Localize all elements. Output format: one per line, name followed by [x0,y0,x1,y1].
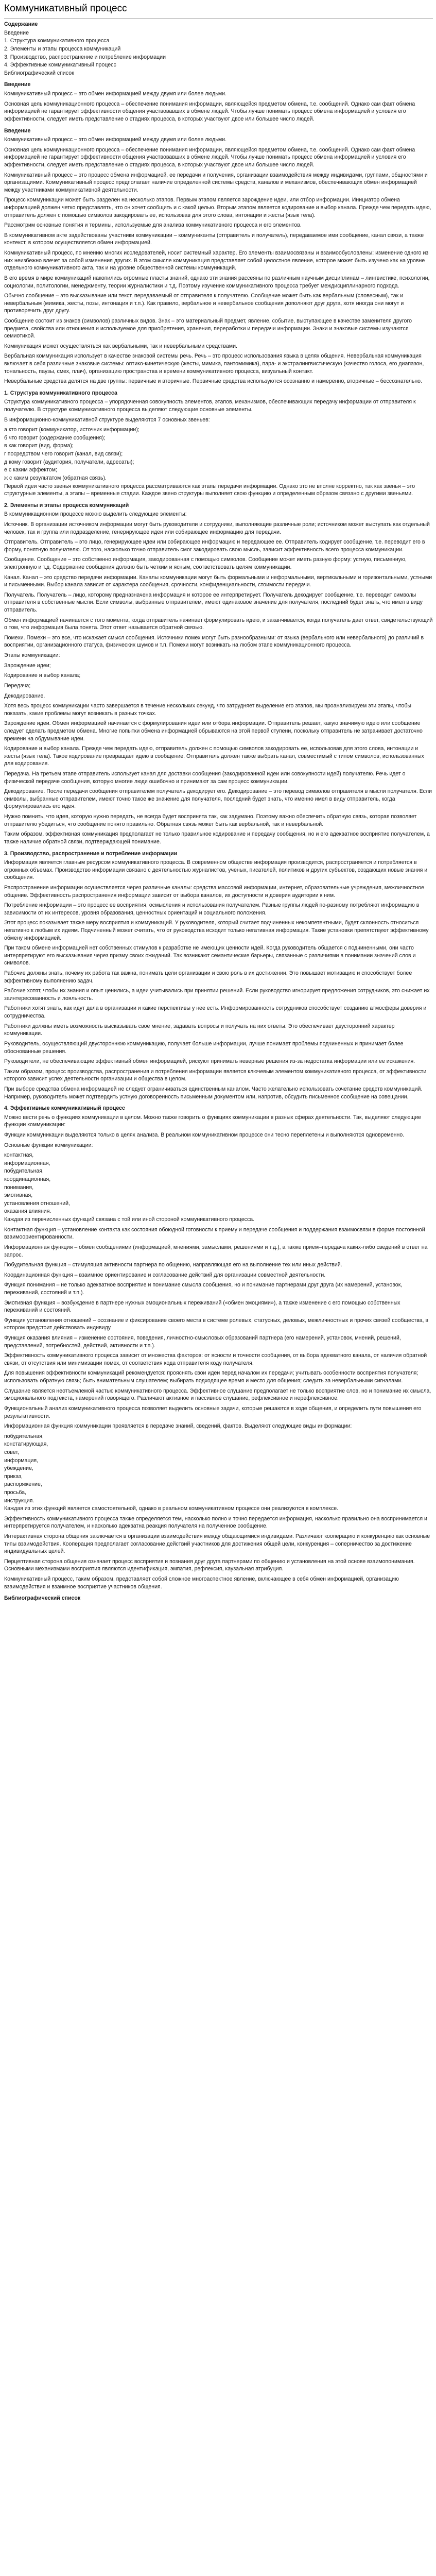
list-item: а кто говорит (коммуникатор, источник информации); [4,427,139,433]
list-item: координационная, [4,1176,51,1183]
paragraph: Рабочие должны знать, почему их работа так важна, понимать цели организации и свою роль в их достижении. Это повышает мотивацию и способствует более эффективному выполнению задач. [4,970,412,984]
list-item: понимания, [4,1184,34,1191]
paragraph: Работники должны иметь возможность высказывать свое мнение, задавать вопросы и получать на них ответы. Это обеспечивает двусторонний характер коммуникации. [4,1023,395,1037]
paragraph: Декодирование. [4,692,45,699]
list-item: информация, [4,1457,39,1464]
list-item: констатирующая, [4,1441,48,1448]
paragraph: Информационная функция – обмен сообщениями (информацией, мнениями, замыслами, решениями и т.д.), а также прием–передача каких-либо сведений в ответ на запрос. [4,1244,428,1258]
article-body [4,81,433,1590]
paragraph: Функция установления отношений – осознание и фиксирование своего места в системе ролевых, статусных, деловых, межличностных и прочих связей сообщества, в котором предстоит действовать индивиду. [4,1317,429,1331]
toc-title: Содержание [4,21,38,28]
list-item: убеждение, [4,1465,33,1472]
section-heading: 2. Элементы и этапы процесса коммуникаций [4,502,129,509]
paragraph: Эффективность коммуникативного процесса зависит от множества факторов: от ясности и точности сообщения, от выбора адекватного канала, от наличия обратной связи, от отсутствия или минимизации помех, от соответствия кода отправителя коду получателя. [4,1352,427,1366]
paragraph: Зарождение идеи. Обмен информацией начинается с формулирования идеи или отбора информации. Отправитель решает, какую значимую идею или сообщение следует сделать предметом обмена. Многие попытки обмена информацией обрываются на этой первой ступени, поскольку отправитель не затрачивает достаточно времени на обдумывание идеи. [4,720,423,742]
table-of-contents [4,21,433,77]
paragraph: Источник. В организации источником информации могут быть руководители и сотрудники, выполняющие различные роли; источником может выступать как отдельный человек, так и группа или подразделение, генерирующее идеи или собирающее информацию для передачи. [4,521,430,535]
paragraph: Функции коммуникации выделяются только в целях анализа. В реальном коммуникативном процессе они тесно переплетены и выполняются одновременно. [4,1132,405,1138]
paragraph: Руководители, не обеспечивающие эффективный обмен информацией, рискуют принимать неверные решения из-за недостатка информации или ее искажения. [4,1058,415,1065]
paragraph: Каждая из этих функций является самостоятельной, однако в реальном коммуникативном процессе они реализуются в комплексе. [4,1505,339,1512]
paragraph: Информационная функция коммуникации проявляется в передаче знаний, сведений, фактов. Выделяют следующие виды информации: [4,1423,352,1430]
paragraph: Основная цель коммуникационного процесса – обеспечение понимания информации, являющейся предметом обмена, т.е. сообщений. Однако сам факт обмена информацией не гарантирует эффективности общения участвовавших в обмене людей. Чтобы лучше понимать процесс обмена информацией и условия его эффективности, следует иметь представление о стадиях процесса, в которых участвуют двое или большее число людей. [4,100,415,122]
paragraph: Невербальные средства делятся на две группы: первичные и вторичные. Первичные средства используются осознанно и намеренно, вторичные – бессознательно. [4,378,423,385]
list-item: информационная, [4,1160,50,1166]
section-heading: 3. Производство, распространение и потребление информации [4,850,178,857]
paragraph: Коммуникативный процесс, таким образом, представляет собой сложное многоаспектное явление, включающее в себя обмен информацией, организацию взаимодействия и взаимное восприятие участников общения. [4,1576,399,1590]
paragraph: Эмотивная функция – возбуждение в партнере нужных эмоциональных переживаний («обмен эмоциями»), а также изменение с его помощью собственных переживаний и состояний. [4,1299,400,1314]
list-item: оказания влияния. [4,1208,51,1215]
paragraph: Каждая из перечисленных функций связана с той или иной стороной коммуникативного процесса. [4,1216,255,1223]
paragraph: В коммуникативном акте задействованы участники коммуникации – коммуниканты (отправитель и получатель), передаваемое ими сообщение, канал связи, а также контекст, в котором осуществляется обмен информацией. [4,232,424,246]
section-heading: 4. Эффективные коммуникативный процесс [4,1105,125,1112]
paragraph: Обмен информацией начинается с того момента, когда отправитель начинает формулировать идею, и заканчивается, когда получатель дает ответ, свидетельствующий о том, что информация была понята. Этот ответ называется обратной связью. [4,617,433,631]
paragraph: Слушание является неотъемлемой частью коммуникативного процесса. Эффективное слушание предполагает не только восприятие слов, но и понимание их смысла, эмоционального подтекста, намерений говорящего. Различают активное и пассивное слушание, рефлексивное и нерефлексивное. [4,1387,431,1402]
paragraph: Основные функции коммуникации: [4,1142,93,1148]
paragraph: Коммуникативный процесс – это обмен информацией между двумя или более людьми. [4,137,227,143]
paragraph: Передача; [4,682,31,689]
paragraph: Канал. Канал – это средство передачи информации. Каналы коммуникации могут быть формальными и неформальными, вертикальными и горизонтальными, устными и письменными. Выбор канала зависит от характера сообщения, срочности, конфиденциальности, стоимости передачи. [4,574,432,588]
paragraph: Зарождение идеи; [4,662,51,669]
list-item: инструкция. [4,1497,34,1504]
paragraph: В информационно-коммуникативной структуре выделяются 7 основных звеньев: [4,416,210,423]
page-title: Коммуникативный процесс [4,1,433,19]
paragraph: Информация является главным ресурсом коммуникативного процесса. В современном обществе информация производится, распространяется и потребляется в огромных объемах. Производство информации связано с деятельностью журналистов, ученых, писателей, политиков и других субъектов, создающих новые знания и сообщения. [4,859,428,881]
list-item: приказ, [4,1473,23,1480]
paragraph: Основная цель коммуникационного процесса – обеспечение понимания информации, являющейся предметом обмена, т.е. сообщений. Однако сам факт обмена информацией не гарантирует эффективности общения участвовавших в обмене людей. Чтобы лучше понимать процесс обмена информацией и условия его эффективности, следует иметь представление о стадиях процесса, в которых участвуют двое или большее число людей. [4,146,415,168]
list-item: г посредством чего говорит (канал, вид связи); [4,451,123,457]
paragraph: В его время в мире коммуникаций накопились огромные пласты знаний, однако эти знания рассеяны по различным научным дисциплинам – лингвистике, психологии, социологии, политологии, менеджменту, теории журналистики и т.д. Поэтому изучение коммуникативного процесса требует междисциплинарного подхода. [4,275,430,289]
paragraph: Таким образом, процесс производства, распространения и потребления информации является ключевым элементом коммуникативного процесса, от эффективности которого зависит успех деятельности организации и общества в целом. [4,1068,427,1082]
list-item: побудительная, [4,1433,44,1439]
paragraph: Кодирование и выбор канала; [4,672,81,679]
paragraph: Коммуникация может осуществляться как вербальными, так и невербальными средствами. [4,343,237,349]
paragraph: Перцептивная сторона общения означает процесс восприятия и познания друг друга партнерами по общению и установления на этой основе взаимопонимания. Основными механизмами восприятия являются идентификация, эмпатия, рефлексия, каузальная атрибуция. [4,1558,415,1572]
list-item: д кому говорит (аудитория, получатели, адресаты); [4,459,134,465]
list-item: е с каким эффектом; [4,467,57,473]
paragraph: Получатель. Получатель – лицо, которому предназначена информация и которое ее интерпретирует. Получатель декодирует сообщение, т.е. переводит символы отправителя в собственные мысли. Если символы, выбранные отправителем, имеют одинаковое значение для получателя, последний будет знать, что имел в виду отправитель. [4,591,423,614]
list-item: б что говорит (содержание сообщения); [4,434,106,441]
bibliography-heading: Библиографический список [4,1595,81,1602]
paragraph: Контактная функция – установление контакта как состояния обоюдной готовности к приему и передаче сообщения и поддержания взаимосвязи в форме постоянной взаимоориентированности. [4,1226,425,1241]
paragraph: Функциональный анализ коммуникативного процесса позволяет выделить основные задачи, которые решаются в ходе общения, и определить пути повышения его результативности. [4,1405,422,1419]
paragraph: Процесс коммуникации может быть разделен на несколько этапов. Первым этапом является зарождение идеи, или отбор информации. Инициатор обмена информацией должен четко представлять, что он хочет сообщить и с какой целью. Вторым этапом является кодирование и выбор канала. Прежде чем передать идею, отправитель должен с помощью символов закодировать ее, использовав для этого слова, интонации и жесты (язык тела). [4,197,431,218]
toc-item: 4. Эффективные коммуникативный процесс [4,62,116,69]
paragraph: Координационная функция – взаимное ориентирование и согласование действий для организации совместной деятельности. [4,1272,326,1278]
toc-item: 3. Производство, распространение и потребление информации [4,54,166,60]
paragraph: Этапы коммуникации: [4,652,60,659]
section-heading: Введение [4,81,31,88]
section-heading: 1. Структура коммуникативного процесса [4,389,117,396]
paragraph: Функция понимания – не только адекватное восприятие и понимание смысла сообщения, но и понимание партнерами друг друга (их намерений, установок, переживаний, состояний и т.п.). [4,1282,403,1296]
toc-item: 1. Структура коммуникативного процесса [4,38,110,44]
list-item: совет, [4,1449,19,1455]
paragraph: В коммуникационном процессе можно выделить следующие элементы: [4,511,187,518]
paragraph: Кодирование и выбор канала. Прежде чем передать идею, отправитель должен с помощью символов закодировать ее, использовав для этого слова, интонации и жесты (язык тела). Такое кодирование превращает идею в сообщение. Отправитель должен также выбрать канал, совместимый с типом символов, использованных для кодирования. [4,745,424,767]
paragraph: Для повышения эффективности коммуникаций рекомендуется: прояснять свои идеи перед началом их передачи; учитывать особенности восприятия получателя; использовать обратную связь; быть внимательным слушателем; выбирать подходящее время и место для общения; следить за невербальными сигналами. [4,1370,418,1384]
list-item: эмотивная, [4,1192,33,1199]
paragraph: Коммуникативный процесс, по мнению многих исследователей, носит системный характер. Его элементы взаимосвязаны и взаимообусловлены: изменение одного из них неизбежно влечет за собой изменения других. В этом смысле коммуникация представляет собой целостное явление, которое может быть изучено как на уровне отдельного коммуникативного акта, так и на уровне общественной системы коммуникаций. [4,250,429,272]
paragraph: Коммуникативный процесс – это обмен информацией между двумя или более людьми. [4,91,227,97]
paragraph: Работники хотят знать, как идут дела в организации и какие перспективы у нее есть. Информированность сотрудников способствует созданию атмосферы доверия и сотрудничества. [4,1005,427,1020]
paragraph: Потребление информации – это процесс ее восприятия, осмысления и использования получателем. Разные группы людей по-разному потребляют информацию в зависимости от их интересов, уровня образования, ценностных ориентаций и социального положения. [4,902,420,916]
toc-item: Библиографический список [4,70,74,76]
paragraph: Рассмотрим основные понятия и термины, используемые для анализа коммуникативного процесса и его элементов. [4,222,302,229]
paragraph: Первой идеи часто звенья коммуникативного процесса рассматриваются как этапы передачи информации. Однако это не вполне корректно, так как звенья – это структурные элементы, а этапы – временные стадии. Каждое звено структуры выполняет свою функцию и определенным образом связано с другими звеньями. [4,483,415,497]
paragraph: Помехи. Помехи – это все, что искажает смысл сообщения. Источники помех могут быть разнообразными: от языка (вербального или невербального) до различий в восприятии, организационного статуса, физических шумов и т.п. Помехи могут возникать на любом этапе коммуникационного процесса. [4,634,424,649]
list-item: контактная, [4,1152,34,1159]
paragraph: Можно вести речь о функциях коммуникации в целом. Можно также говорить о функциях коммуникации в разных сферах деятельности. Так, выделяют следующие функции коммуникации: [4,1114,421,1128]
list-item: установления отношений, [4,1200,71,1207]
paragraph: Нужно помнить, что идея, которую нужно передать, не всегда будет воспринята так, как задумано. Поэтому важно обеспечить обратную связь, которая позволяет отправителю убедиться, что сообщение понято правильно. Обратная связь может быть как вербальной, так и невербальной. [4,814,417,827]
list-item: просьба, [4,1489,26,1496]
paragraph: Этот процесс показывает также меру восприятия и коммуникаций. У руководителя, который считает подчиненных некомпетентными, будет склонность относиться негативно к любым их идеям. Подчиненный может считать, что от руководства исходит только негативная информация. Такие установки препятствуют эффективному обмену информацией. [4,920,429,941]
paragraph: Таким образом, эффективная коммуникация предполагает не только правильное кодирование и передачу сообщения, но и его адекватное восприятие получателем, а также наличие обратной связи, подтверждающей понимание. [4,831,430,845]
list-item: распоряжение, [4,1481,42,1488]
paragraph: Интерактивная сторона общения заключается в организации взаимодействия между общающимися индивидами. Различают кооперацию и конкуренцию как основные типы взаимодействия. Кооперация предполагает согласование действий участников для достижения общей цели, конкуренция – соперничество за достижение индивидуальных целей. [4,1533,430,1555]
toc-item: 2. Элементы и этапы процесса коммуникаций [4,46,121,53]
paragraph: Вербальная коммуникация использует в качестве знаковой системы речь. Речь – это процесс использования языка в целях общения. Невербальная коммуникация включает в себя различные знаковые системы: оптико-кинетическую (жесты, мимика, пантомимика), пара- и экстралингвистическую (качество голоса, его диапазон, тональность, паузы, смех, плач), организацию пространства и времени коммуникативного процесса, визуальный контакт. [4,353,424,375]
paragraph: Сообщение. Сообщение – это собственно информация, закодированная с помощью символов. Сообщение может иметь разную форму: устную, письменную, электронную и т.д. Содержание сообщения должно быть четким и ясным, соответствовать целям коммуникации. [4,556,407,570]
toc-item: Введение [4,29,29,36]
paragraph: Отправитель. Отправитель – это лицо, генерирующее идеи или собирающее информацию и передающее ее. Отправитель кодирует сообщение, т.е. переводит его в форму, понятную получателю. От того, насколько точно отправитель смог закодировать свою мысль, зависит эффективность всего процесса коммуникации. [4,539,425,553]
paragraph: При таком обмене информацией нет собственных стимулов к разработке не имеющих ценности идей. Когда руководитель общается с подчиненными, они часто интерпретируют его высказывания через призму своих ожиданий. Так возникают семантические барьеры, связанные с различиями в понимании значений слов и символов. [4,945,416,967]
list-item: побудительная, [4,1168,44,1175]
paragraph: Коммуникативный процесс – это процесс обмена информацией, ее передачи и получения, организации взаимодействия между индивидами, группами, общностями и организациями. Коммуникативный процесс предполагает наличие определенной системы средств, каналов и механизмов, обеспечивающих обмен информацией между участниками коммуникативной деятельности. [4,172,428,193]
paragraph: Распространение информации осуществляется через различные каналы: средства массовой информации, интернет, образовательные учреждения, межличностное общение. Эффективность распространения информации зависит от выбора каналов, их доступности и доверия аудитории к ним. [4,884,424,899]
list-item: в как говорит (вид, форма); [4,443,74,449]
paragraph: Структура коммуникативного процесса – упорядоченная совокупность элементов, этапов, механизмов, обеспечивающих передачу информации от отправителя к получателю. В структуре коммуникативного процесса выделяют следующие основные элементы. [4,399,416,413]
section-heading: Введение [4,127,31,134]
paragraph: Эффективность коммуникативного процесса также определяется тем, насколько полно и точно передается информация, насколько правильно она воспринимается и интерпретируется получателем, и насколько адекватна реакция получателя на полученное сообщение. [4,1515,427,1530]
paragraph: При выборе средства обмена информацией не следует ограничиваться единственным каналом. Часто желательно использовать сочетание средств коммуникаций. Например, руководитель может подтвердить устную договоренность письменным документом или, напротив, обсудить письменное сообщение на совещании. [4,1086,423,1100]
paragraph: Побудительная функция – стимуляция активности партнера по общению, направляющая его на выполнение тех или иных действий. [4,1262,342,1268]
paragraph: Сообщение состоит из знаков (символов) различных видов. Знак – это материальный предмет, явление, событие, выступающее в качестве заменителя другого предмета, свойства или отношения и используемое для приобретения, хранения, переработки и передачи информации. Знаки и знаковые системы изучаются семиотикой. [4,317,412,340]
paragraph: Рабочие хотят, чтобы их знания и опыт ценились, а идеи учитывались при принятии решений. Если руководство игнорирует предложения сотрудников, это снижает их заинтересованность и лояльность. [4,988,430,1002]
paragraph: Обычно сообщение – это высказывание или текст, передаваемый от отправителя к получателю. Сообщение может быть как вербальным (словесным), так и невербальным (мимика, жесты, позы, интонация и т.п.). Как правило, вербальное и невербальное сообщения дополняют друг друга, хотя иногда они могут и противоречить друг другу. [4,293,404,314]
paragraph: Хотя весь процесс коммуникации часто завершается в течение нескольких секунд, что затрудняет выделение его этапов, мы проанализируем эти этапы, чтобы показать, какие проблемы могут возникать в разных точках. [4,703,412,717]
paragraph: Передача. На третьем этапе отправитель использует канал для доставки сообщения (закодированной идеи или совокупности идей) получателю. Речь идет о физической передаче сообщения, которую многие люди ошибочно и принимают за сам процесс коммуникации. [4,771,406,785]
paragraph: Руководитель, осуществляющий двустороннюю коммуникацию, получает больше информации, лучше понимает проблемы подчиненных и принимает более обоснованные решения. [4,1040,404,1055]
paragraph: Функция оказания влияния – изменение состояния, поведения, личностно-смысловых образований партнера (его намерений, установок, мнений, решений, представлений, потребностей, действий, активности и т.п.). [4,1335,401,1349]
list-item: ж с каким результатом (обратная связь). [4,474,107,481]
paragraph: Декодирование. После передачи сообщения отправителем получатель декодирует его. Декодирование – это перевод символов отправителя в мысли получателя. Если символы, выбранные отправителем, имеют точно такое же значение для получателя, последний будет знать, что именно имел в виду отправитель, когда формулировалась его идея. [4,788,432,810]
